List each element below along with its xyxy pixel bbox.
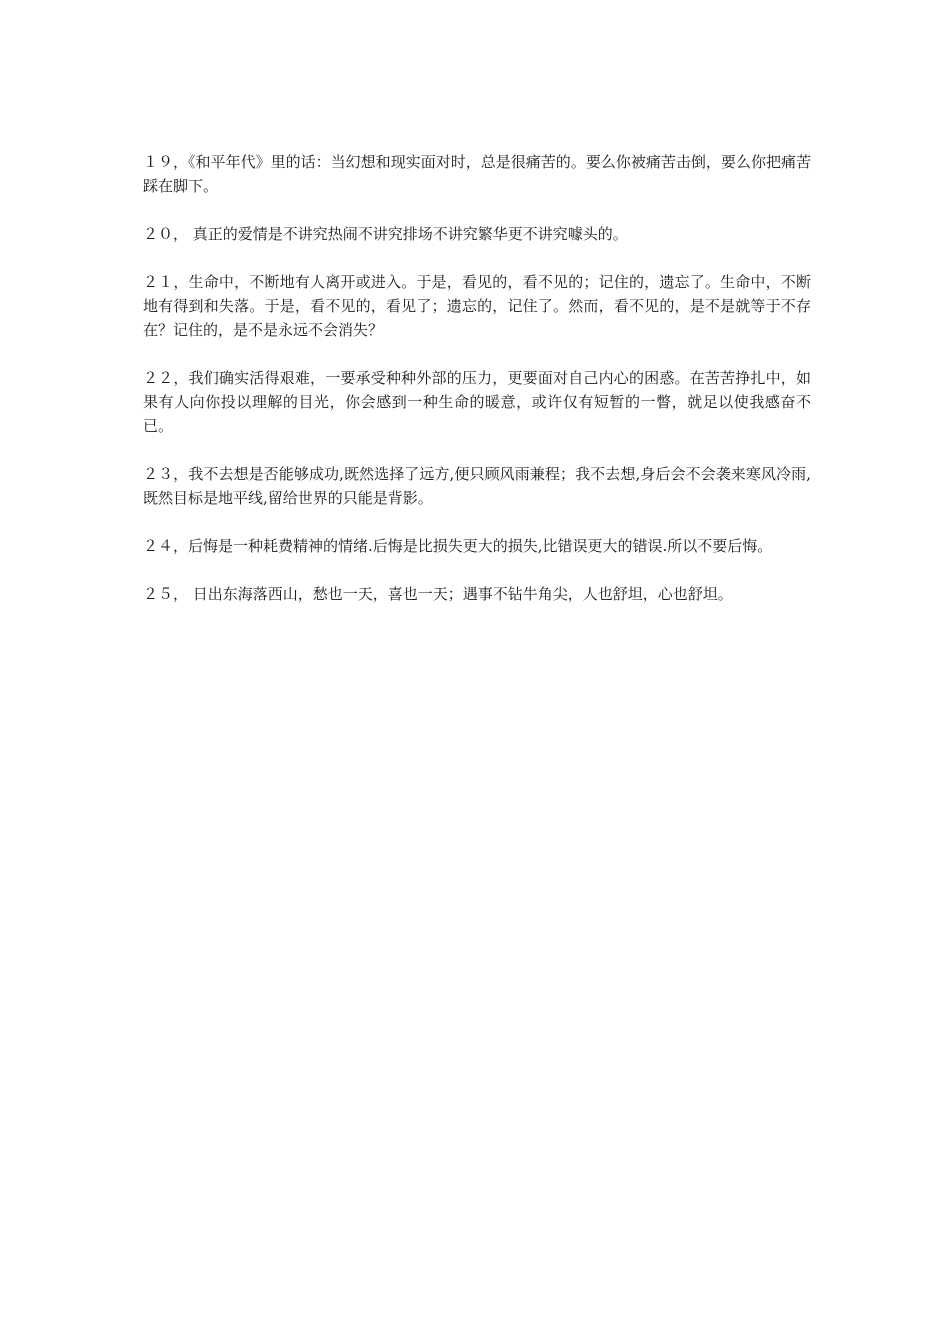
paragraph-21: ２１，生命中，不断地有人离开或进入。于是，看见的，看不见的；记住的，遗忘了。生命中，不断地有得到和失落。于是，看不见的，看见了；遗忘的，记住了。然而，看不见的，是不是就等于不存在？记住的，是不是永远不会消失？	[143, 273, 811, 339]
document-body	[143, 150, 811, 630]
paragraph-22: ２２，我们确实活得艰难，一要承受种种外部的压力，更要面对自己内心的困惑。在苦苦挣扎中，如果有人向你投以理解的目光，你会感到一种生命的暖意，或许仅有短暂的一瞥，就足以使我感奋不已。	[143, 369, 811, 435]
paragraph-19: １９，《和平年代》里的话：当幻想和现实面对时，总是很痛苦的。要么你被痛苦击倒，要么你把痛苦踩在脚下。	[143, 153, 811, 195]
paragraph-23: ２３，我不去想是否能够成功,既然选择了远方,便只顾风雨兼程；我不去想,身后会不会袭来寒风冷雨,既然目标是地平线,留给世界的只能是背影。	[143, 465, 811, 507]
paragraph-25: ２５， 日出东海落西山，愁也一天，喜也一天；遇事不钻牛角尖，人也舒坦，心也舒坦。	[143, 585, 733, 603]
paragraph-24: ２４，后悔是一种耗费精神的情绪.后悔是比损失更大的损失,比错误更大的错误.所以不要后悔。	[143, 537, 773, 555]
paragraph-20: ２０， 真正的爱情是不讲究热闹不讲究排场不讲究繁华更不讲究噱头的。	[143, 225, 628, 243]
